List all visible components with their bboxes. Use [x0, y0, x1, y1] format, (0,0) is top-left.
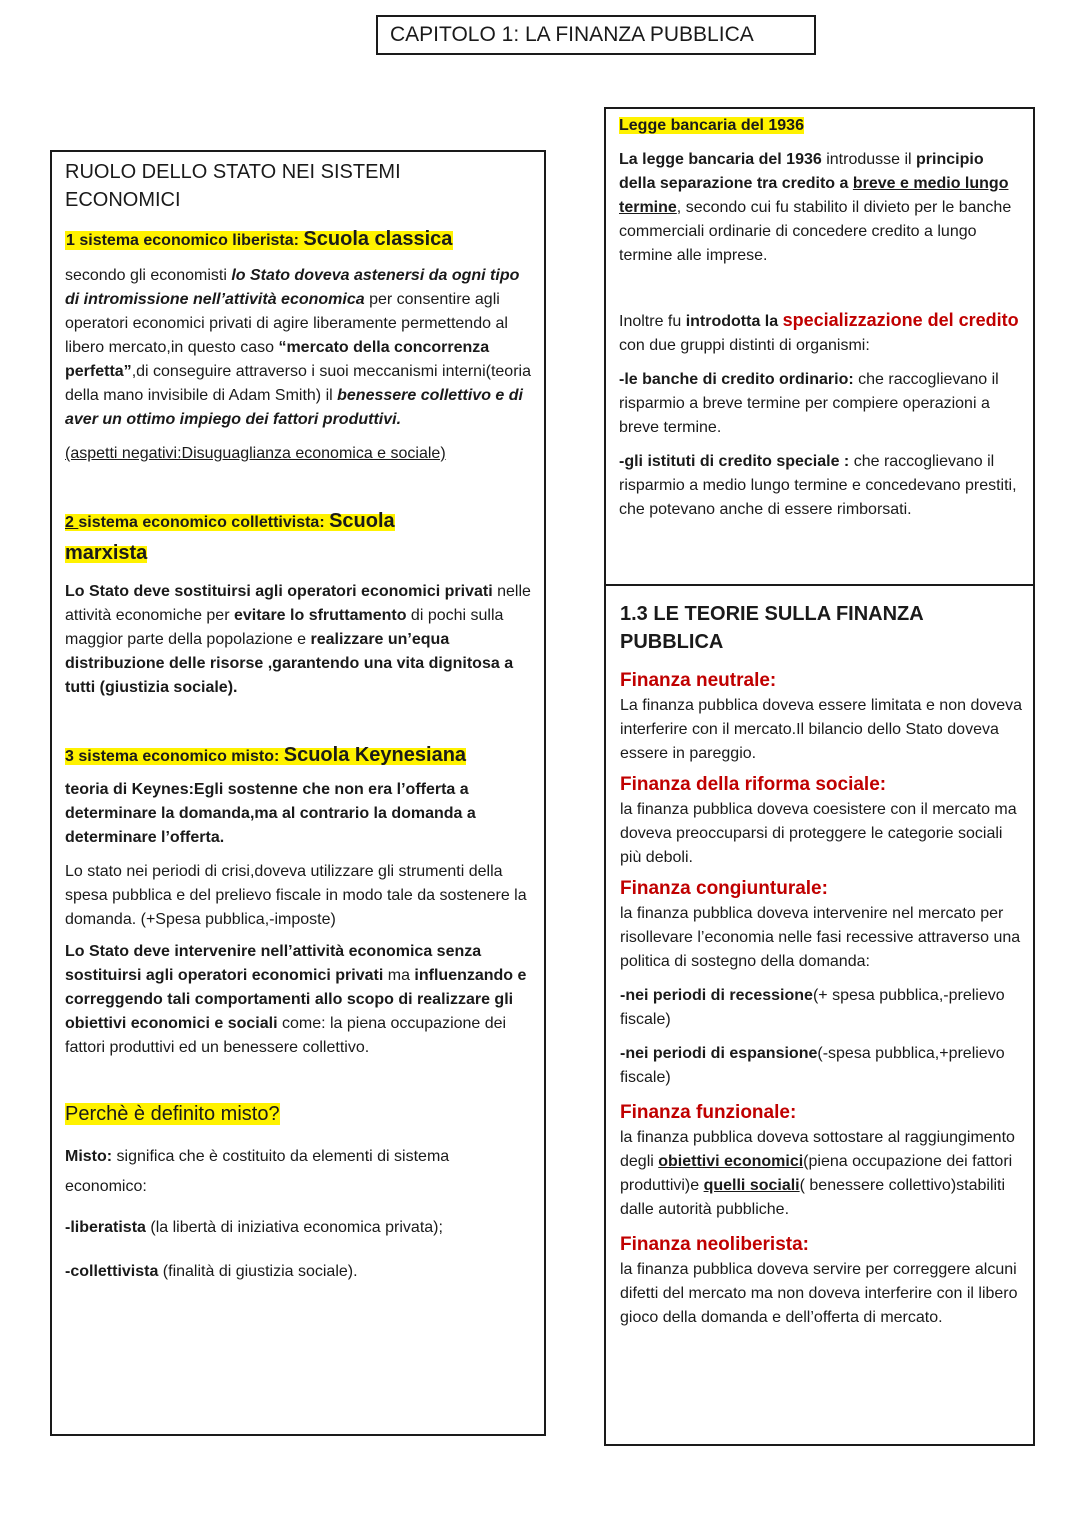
sys1-text — [65, 264, 532, 432]
sys1-t1: secondo gli economisti — [65, 267, 232, 284]
espansione-detail: (-spesa pubblica,+prelievo fiscale) — [620, 1045, 1005, 1086]
misto-def-line1: significa che è costituito da elementi di sistema — [112, 1148, 450, 1165]
banking-p4 — [619, 450, 1021, 522]
neoliberista-heading: Finanza neoliberista: — [620, 1234, 809, 1255]
funzionale-b: obiettivi economici — [658, 1153, 804, 1170]
left-heading-line1: RUOLO DELLO STATO NEI SISTEMI — [65, 161, 401, 183]
finance-theories-box — [604, 584, 1035, 1446]
sys1-label: 1 sistema economico liberista: — [66, 232, 304, 249]
sys1-t2: lo Stato doveva astenersi da ogni tipo di intromissione nell’attività economica — [65, 267, 520, 308]
theories-heading-line1: 1.3 LE TEORIE SULLA FINANZA — [620, 603, 924, 625]
sys2-t2: nelle attività economiche per — [65, 583, 531, 624]
funzionale-text — [620, 1126, 1023, 1222]
banking-p1b: introdusse il — [821, 151, 917, 168]
espansione-label: -nei periodi di espansione — [620, 1045, 818, 1062]
theories-heading — [620, 600, 1023, 656]
misto-lib-text: (la libertà di iniziativa economica privata); — [145, 1219, 443, 1236]
sys2-t1: Lo Stato deve sostituirsi agli operatori economici privati — [65, 583, 493, 600]
sys3-t2: ma — [383, 967, 415, 984]
sys1-t6: benessere collettivo e di aver un ottimo impiego dei fattori produttivi. — [65, 387, 523, 428]
banking-p2c: specializzazione del credito — [782, 310, 1019, 330]
sys3-t4: come: la piena occupazione dei fattori produttivi ed un benessere collettivo. — [65, 1015, 507, 1056]
sys3-school: Scuola Keynesiana — [283, 744, 467, 766]
banking-p1d: breve e medio lungo termine — [619, 175, 1009, 216]
sys2-num: 2 — [65, 514, 79, 531]
misto-liberatista — [65, 1216, 532, 1240]
misto-question — [65, 1100, 532, 1128]
congiunturale-heading: Finanza congiunturale: — [620, 878, 828, 899]
sys2-t4: di pochi sulla maggior parte della popolazione e — [65, 607, 504, 648]
funzionale-e: ( benessere collettivo)stabiliti dalle autorità pubbliche. — [620, 1177, 1006, 1218]
banking-p3 — [619, 368, 1021, 440]
theories-heading-line2: PUBBLICA — [620, 631, 724, 653]
congiunturale-text: la finanza pubblica doveva intervenire nel mercato per risollevare l’economia nelle fasi recessive attraverso una politica di sostegno della domanda: — [620, 905, 1021, 970]
sys3-t3: influenzando e correggendo tali comportamenti allo scopo di realizzare gli obiettivi economici e sociali — [65, 967, 527, 1032]
misto-col-text: (finalità di giustizia sociale). — [158, 1263, 358, 1280]
banking-p2 — [619, 308, 1021, 358]
neutrale-heading: Finanza neutrale: — [620, 670, 777, 691]
banking-p1c: principio della separazione tra credito a — [619, 151, 984, 192]
banking-p2a: Inoltre fu — [619, 313, 686, 330]
banking-p2b: introdotta la — [685, 313, 783, 330]
banking-heading — [619, 114, 1021, 138]
left-heading — [65, 158, 532, 214]
banking-p3b: che raccoglievano il risparmio a breve termine per compiere operazioni a breve termine. — [619, 371, 999, 436]
funzionale-heading: Finanza funzionale: — [620, 1102, 797, 1123]
banking-p2d: con due gruppi distinti di organismi: — [619, 337, 870, 354]
sys3-keynes: teoria di Keynes:Egli sostenne che non era l’offerta a determinare la domanda,ma al contrario la domanda a determinare l’offerta. — [65, 781, 476, 846]
recessione-label: -nei periodi di recessione — [620, 987, 813, 1004]
banking-law-box — [604, 107, 1035, 586]
misto-question-text: Perchè è definito misto? — [65, 1103, 280, 1125]
funzionale-a: la finanza pubblica doveva sottostare al raggiungimento degli — [620, 1129, 1015, 1170]
misto-def-line2: economico: — [65, 1178, 147, 1195]
banking-p1a: La legge bancaria del 1936 — [619, 151, 822, 168]
neutrale-text: La finanza pubblica doveva essere limitata e non doveva interferire con il mercato.Il bilancio dello Stato doveva essere in pareggio. — [620, 697, 1023, 762]
recessione-text — [620, 984, 1023, 1032]
sys3-heading — [65, 740, 532, 772]
sys1-school: Scuola classica — [303, 228, 453, 250]
sys2-t5: realizzare un’equa distribuzione delle risorse ,garantendo una vita dignitosa a tutti (giustizia sociale). — [65, 631, 514, 696]
left-column-box — [50, 150, 546, 1436]
left-heading-line2: ECONOMICI — [65, 189, 181, 211]
banking-p3a: -le banche di credito ordinario: — [619, 371, 854, 388]
misto-col-label: -collettivista — [65, 1263, 159, 1280]
page-title: CAPITOLO 1: LA FINANZA PUBBLICA — [376, 15, 816, 55]
sys1-negatives: (aspetti negativi:Disuguaglianza economica e sociale) — [65, 445, 446, 462]
sys2-heading — [65, 506, 445, 570]
misto-lib-label: -liberatista — [65, 1219, 146, 1236]
sys2-label: sistema economico collettivista: — [78, 514, 330, 531]
neoliberista-text: la finanza pubblica doveva servire per correggere alcuni difetti del mercato ma non doveva interferire con il libero gioco della domanda e dell’offerta di mercato. — [620, 1261, 1018, 1326]
banking-p1e: , secondo cui fu stabilito il divieto per le banche commerciali ordinarie di concedere credito a lungo termine alle imprese. — [619, 199, 1012, 264]
sys1-heading — [65, 224, 532, 256]
banking-p4b: che raccoglievano il risparmio a medio lungo termine e concedevano prestiti, che potevano anche di essere rimborsati. — [619, 453, 1017, 518]
sys3-crisis: Lo stato nei periodi di crisi,doveva utilizzare gli strumenti della spesa pubblica e del prelievo fiscale in modo tale da sostenere la domanda. (+Spesa pubblica,-imposte) — [65, 863, 527, 928]
recessione-detail: (+ spesa pubblica,-prelievo fiscale) — [620, 987, 1005, 1028]
funzionale-d: quelli sociali — [703, 1177, 800, 1194]
sys1-t5: ,di conseguire attraverso i suoi meccanismi interni(teoria della mano invisibile di Adam Smith) il — [65, 363, 531, 404]
sys2-t3: evitare lo sfruttamento — [233, 607, 407, 624]
sys2-school: Scuola marxista — [65, 510, 395, 564]
sys3-t1: Lo Stato deve intervenire nell’attività economica senza sostituirsi agli operatori economici privati — [65, 943, 482, 984]
misto-definition — [65, 1142, 532, 1202]
banking-heading-text: Legge bancaria del 1936 — [619, 117, 804, 134]
riforma-heading: Finanza della riforma sociale: — [620, 774, 887, 795]
misto-def-label: Misto: — [65, 1148, 113, 1165]
sys2-text — [65, 580, 532, 700]
banking-p1 — [619, 148, 1021, 268]
sys3-text — [65, 940, 532, 1060]
riforma-text: la finanza pubblica doveva coesistere con il mercato ma doveva preoccuparsi di proteggere le categorie sociali più deboli. — [620, 801, 1017, 866]
sys3-label: 3 sistema economico misto: — [65, 748, 284, 765]
funzionale-c: (piena occupazione dei fattori produttivi)e — [620, 1153, 1013, 1194]
sys1-t4: “mercato della concorrenza perfetta” — [65, 339, 490, 380]
sys1-t3: per consentire agli operatori economici privati di agire liberamente permettendo al libero mercato,in questo caso — [65, 291, 508, 356]
misto-collettivista — [65, 1260, 532, 1284]
espansione-text — [620, 1042, 1023, 1090]
banking-p4a: -gli istituti di credito speciale : — [619, 453, 850, 470]
